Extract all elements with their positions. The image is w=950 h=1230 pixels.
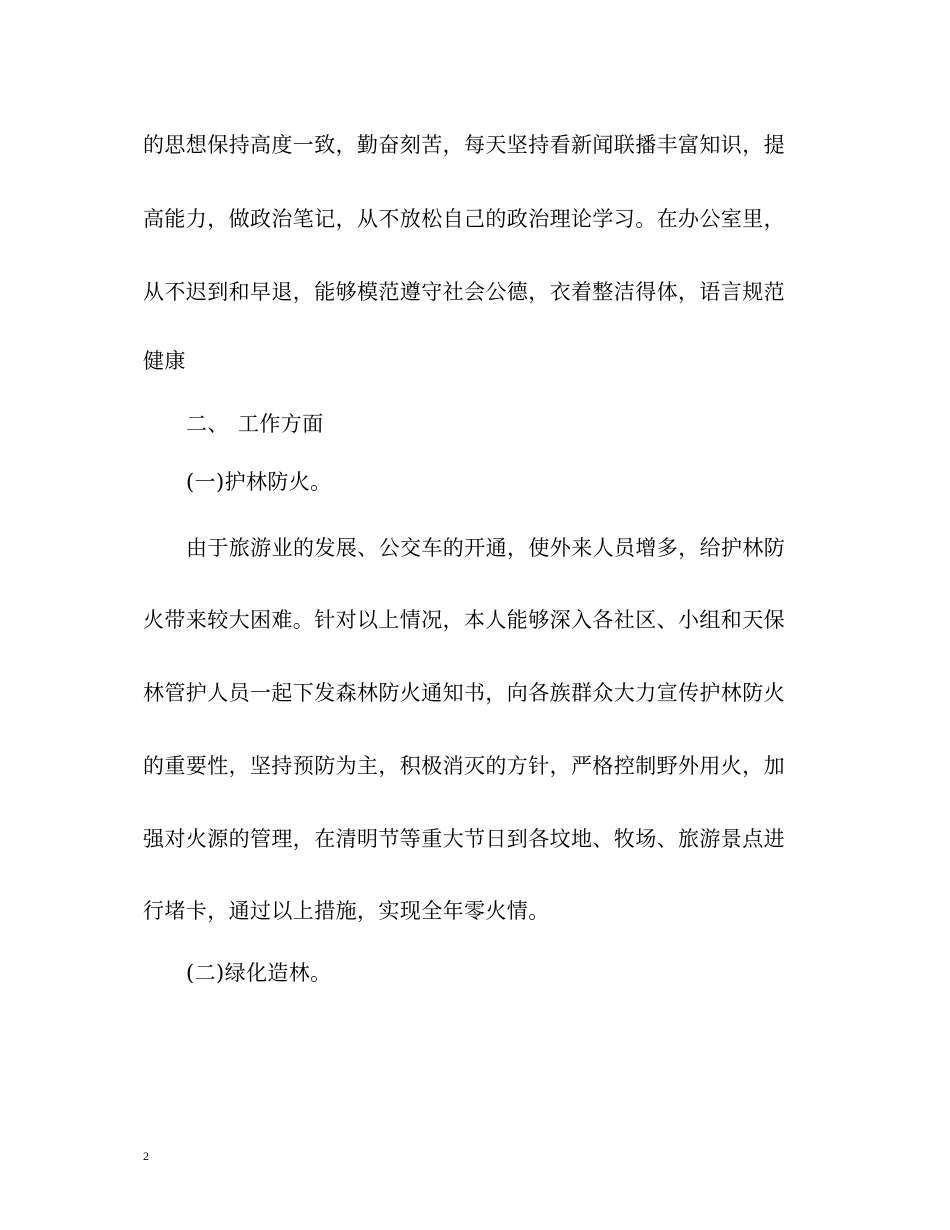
body-text-line: 高能力，做政治笔记，从不放松自己的政治理论学习。在办公室里， xyxy=(143,207,785,231)
paragraph-line: 行堵卡，通过以上措施，实现全年零火情。 xyxy=(143,899,550,923)
paragraph-line: 林管护人员一起下发森林防火通知书，向各族群众大力宣传护林防火 xyxy=(143,681,785,705)
paragraph-line: 强对火源的管理，在清明节等重大节日到各坟地、牧场、旅游景点进 xyxy=(143,827,785,851)
section-number: 二、 xyxy=(186,412,229,436)
page-number: 2 xyxy=(143,1149,149,1163)
paragraph-line: 的重要性，坚持预防为主，积极消灭的方针，严格控制野外用火，加 xyxy=(143,754,785,778)
section-title: 工作方面 xyxy=(238,412,324,436)
paragraph-first-line: 由于旅游业的发展、公交车的开通，使外来人员增多，给护林防 xyxy=(186,536,786,560)
section-heading xyxy=(186,410,324,438)
paragraph-line: 火带来较大困难。针对以上情况，本人能够深入各社区、小组和天保 xyxy=(143,608,785,632)
body-text-line: 从不迟到和早退，能够模范遵守社会公德，衣着整洁得体，语言规范 xyxy=(143,280,785,304)
body-text-line: 健康 xyxy=(143,349,186,373)
subsection-heading: (二)绿化造林。 xyxy=(186,961,332,985)
subsection-heading: (一)护林防火。 xyxy=(186,470,332,494)
body-text-line: 的思想保持高度一致，勤奋刻苦，每天坚持看新闻联播丰富知识，提 xyxy=(143,133,785,157)
